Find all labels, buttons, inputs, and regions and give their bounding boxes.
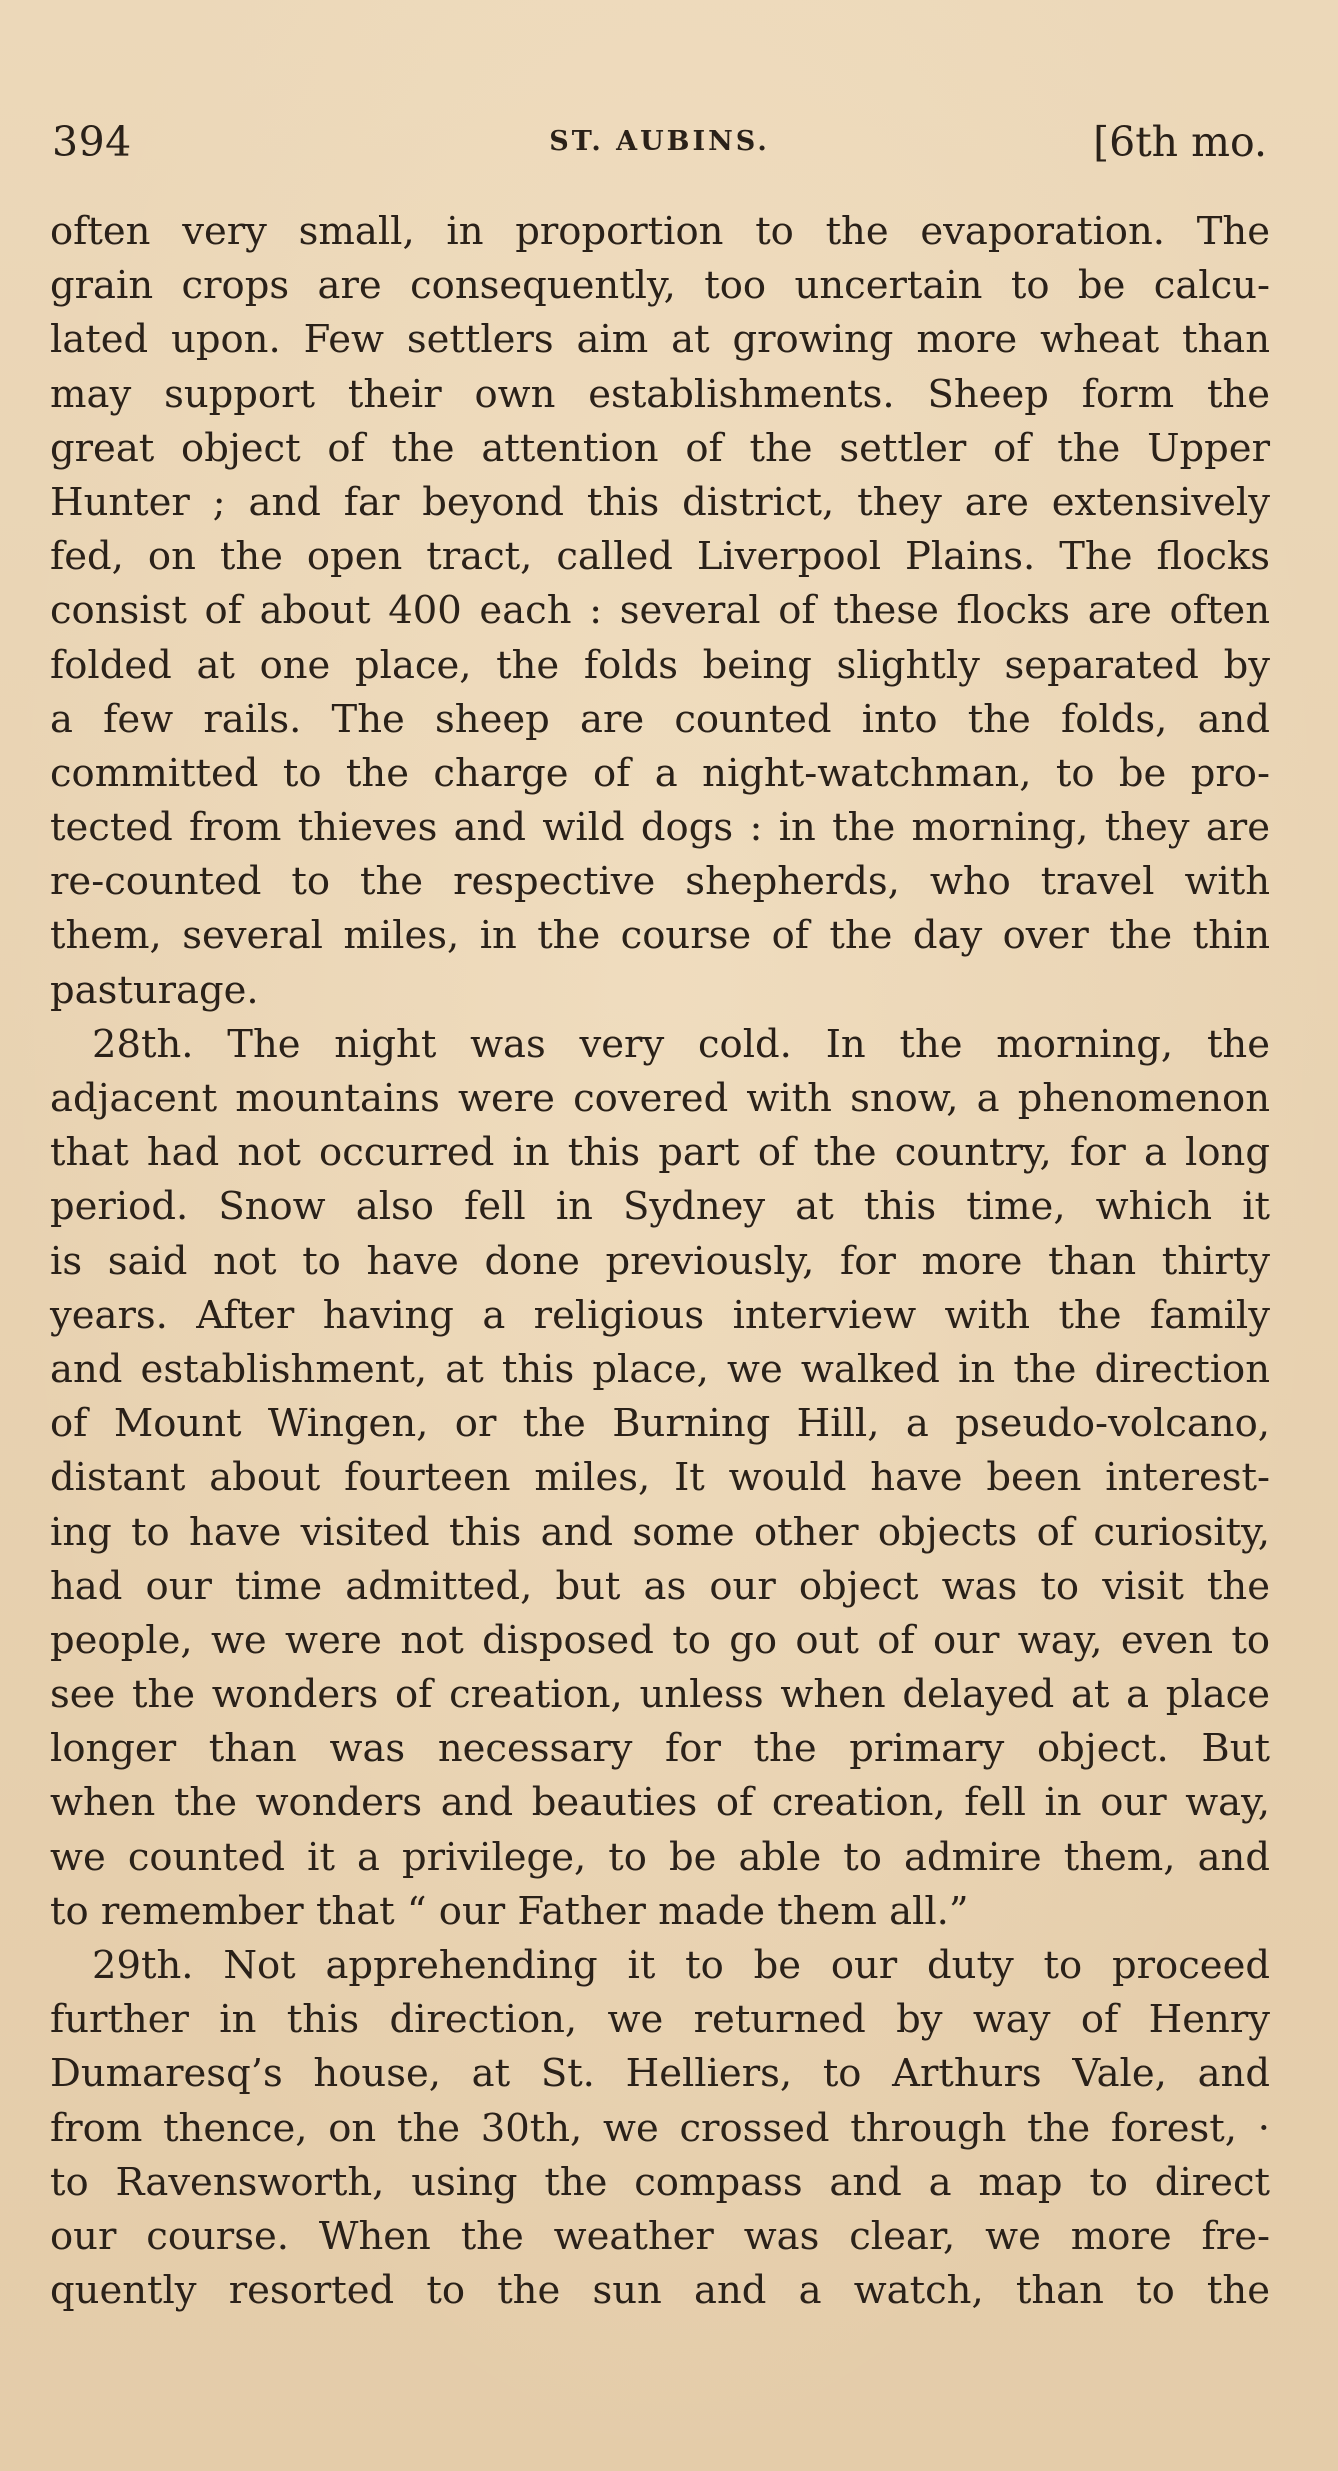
text-line: had our time admitted, but as our object was to visit the [50, 1563, 1270, 1609]
text-line: grain crops are consequently, too uncertain to be calcu- [50, 263, 1270, 309]
text-line: re-counted to the respective shepherds, who travel with [50, 859, 1270, 905]
text-line: and establishment, at this place, we walked in the direction [50, 1346, 1270, 1392]
text-line: folded at one place, the folds being slightly separated by [50, 642, 1270, 688]
running-title: ST. AUBINS. [549, 126, 770, 157]
text-line: distant about fourteen miles, It would have been interest- [50, 1455, 1270, 1501]
text-line: a few rails. The sheep are counted into the folds, and [50, 696, 1270, 742]
text-line: lated upon. Few settlers aim at growing more wheat than [50, 317, 1270, 363]
text-line: consist of about 400 each : several of these flocks are often [50, 588, 1270, 634]
text-line: them, several miles, in the course of the day over the thin [50, 913, 1270, 959]
running-header [52, 112, 1267, 172]
text-line: is said not to have done previously, for more than thirty [50, 1238, 1270, 1284]
text-line: fed, on the open tract, called Liverpool Plains. The flocks [50, 534, 1270, 580]
text-line: that had not occurred in this part of the country, for a long [50, 1130, 1270, 1176]
text-line: longer than was necessary for the primary object. But [50, 1726, 1270, 1772]
text-line: great object of the attention of the settler of the Upper [50, 425, 1270, 471]
text-line: when the wonders and beauties of creation, fell in our way, [50, 1780, 1270, 1826]
text-line: of Mount Wingen, or the Burning Hill, a pseudo-volcano, [50, 1401, 1270, 1447]
text-line: often very small, in proportion to the evaporation. The [50, 209, 1270, 254]
text-line: to remember that “ our Father made them all.” [50, 1888, 969, 1934]
text-line: we counted it a privilege, to be able to admire them, and [50, 1834, 1270, 1880]
text-line: to Ravensworth, using the compass and a map to direct [50, 2159, 1270, 2205]
text-line: 29th. Not apprehending it to be our duty to proceed [92, 1943, 1270, 1988]
page-number: 394 [52, 118, 132, 166]
text-line: period. Snow also fell in Sydney at this time, which it [50, 1184, 1270, 1230]
text-line: pasturage. [50, 967, 259, 1013]
body-text [50, 205, 1270, 2318]
text-line: 28th. The night was very cold. In the morning, the [92, 1021, 1270, 1067]
text-line: Hunter ; and far beyond this district, they are extensively [50, 479, 1270, 525]
text-line: ing to have visited this and some other objects of curiosity, [50, 1509, 1270, 1555]
text-line: tected from thieves and wild dogs : in the morning, they are [50, 805, 1270, 851]
text-line: further in this direction, we returned by way of Henry [50, 1997, 1270, 2043]
text-line: years. After having a religious interview with the family [50, 1292, 1270, 1338]
text-line: quently resorted to the sun and a watch, than to the [50, 2268, 1270, 2314]
text-line: committed to the charge of a night-watchman, to be pro- [50, 750, 1270, 796]
text-line: adjacent mountains were covered with snow, a phenomenon [50, 1076, 1270, 1121]
text-line: see the wonders of creation, unless when delayed at a place [50, 1672, 1270, 1718]
text-line: may support their own establishments. Sheep form the [50, 371, 1270, 417]
section-mark: [6th mo. [1093, 118, 1267, 166]
text-line: people, we were not disposed to go out of our way, even to [50, 1617, 1270, 1663]
text-line: from thence, on the 30th, we crossed through the forest, · [50, 2105, 1270, 2151]
text-line: Dumaresq’s house, at St. Helliers, to Arthurs Vale, and [50, 2051, 1270, 2097]
text-line: our course. When the weather was clear, we more fre- [50, 2213, 1270, 2259]
